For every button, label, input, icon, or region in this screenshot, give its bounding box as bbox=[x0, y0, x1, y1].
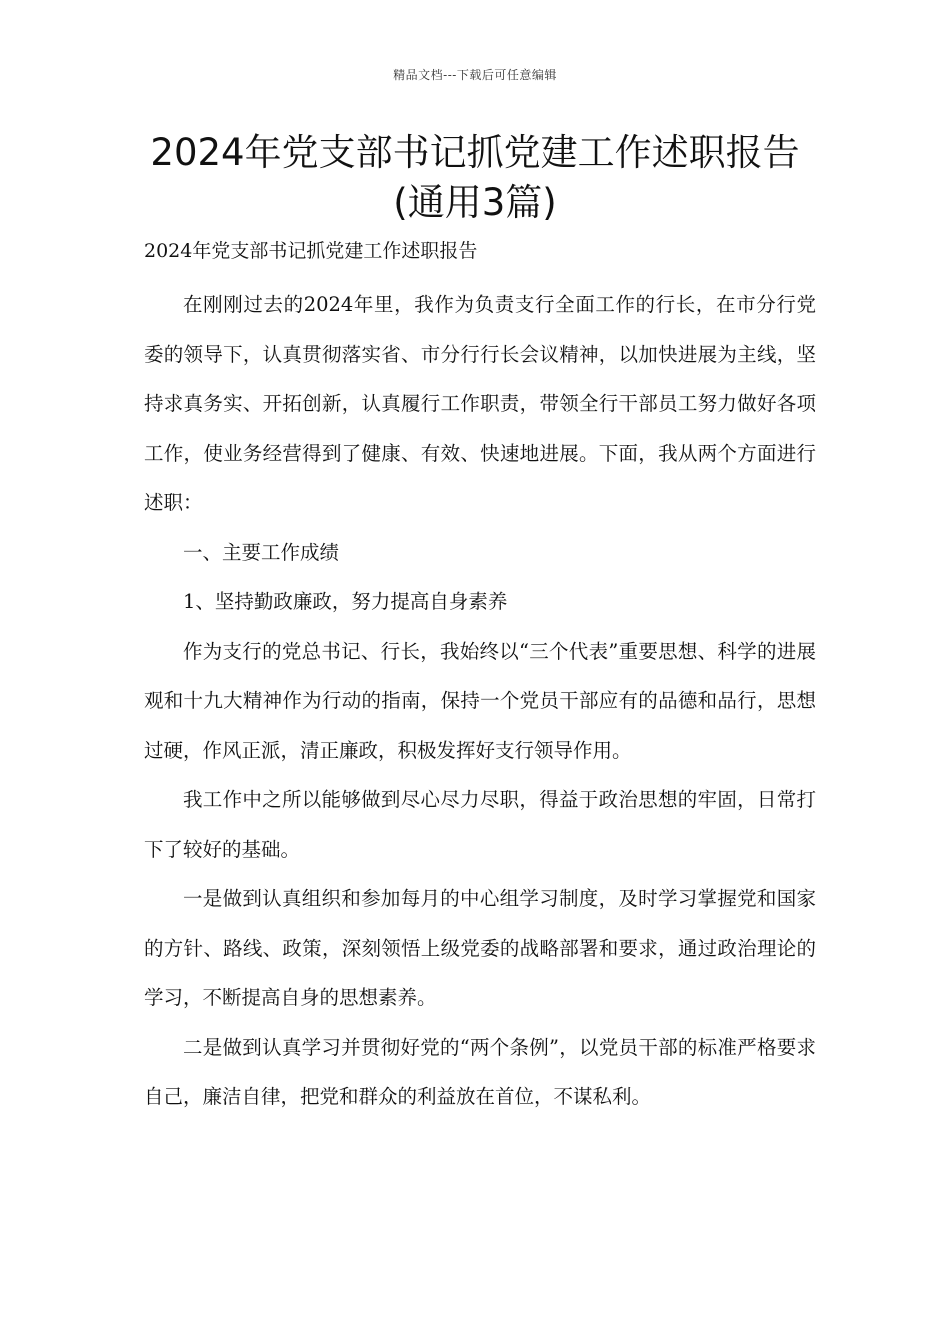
title-line-1: 2024年党支部书记抓党建工作述职报告 bbox=[150, 131, 800, 174]
document-title bbox=[100, 128, 850, 228]
document-body bbox=[144, 280, 816, 1122]
paragraph-political-foundation: 我工作中之所以能够做到尽心尽力尽职，得益于政治思想的牢固，日常打下了较好的基础。 bbox=[144, 788, 816, 861]
paragraph-point-two: 二是做到认真学习并贯彻好党的“两个条例”，以党员干部的标准严格要求自己，廉洁自律，把党和群众的利益放在首位，不谋私利。 bbox=[144, 1035, 816, 1108]
title-line-2: (通用3篇) bbox=[393, 181, 557, 224]
heading-main-achievements: 一、主要工作成绩 bbox=[183, 540, 340, 564]
paragraph-intro: 在刚刚过去的2024年里，我作为负责支行全面工作的行长，在市分行党委的领导下，认真贯彻落实省、市分行行长会议精神，以加快进展为主线，坚持求真务实、开拓创新，认真履行工作职责，带领全行干部员工努力做好各项工作，使业务经营得到了健康、有效、快速地进展。下面，我从两个方面进行述职： bbox=[144, 293, 816, 514]
heading-diligence-integrity: 1、坚持勤政廉政，努力提高自身素养 bbox=[183, 590, 508, 613]
paragraph-point-one: 一是做到认真组织和参加每月的中心组学习制度，及时学习掌握党和国家的方针、路线、政策，深刻领悟上级党委的战略部署和要求，通过政治理论的学习，不断提高自身的思想素养。 bbox=[144, 887, 816, 1009]
section-subtitle: 2024年党支部书记抓党建工作述职报告 bbox=[144, 240, 478, 262]
paragraph-party-secretary: 作为支行的党总书记、行长，我始终以“三个代表”重要思想、科学的进展观和十九大精神作为行动的指南，保持一个党员干部应有的品德和品行，思想过硬，作风正派，清正廉政，积极发挥好支行领导作用。 bbox=[144, 639, 816, 762]
header-note: 精品文档---下载后可任意编辑 bbox=[393, 68, 557, 82]
